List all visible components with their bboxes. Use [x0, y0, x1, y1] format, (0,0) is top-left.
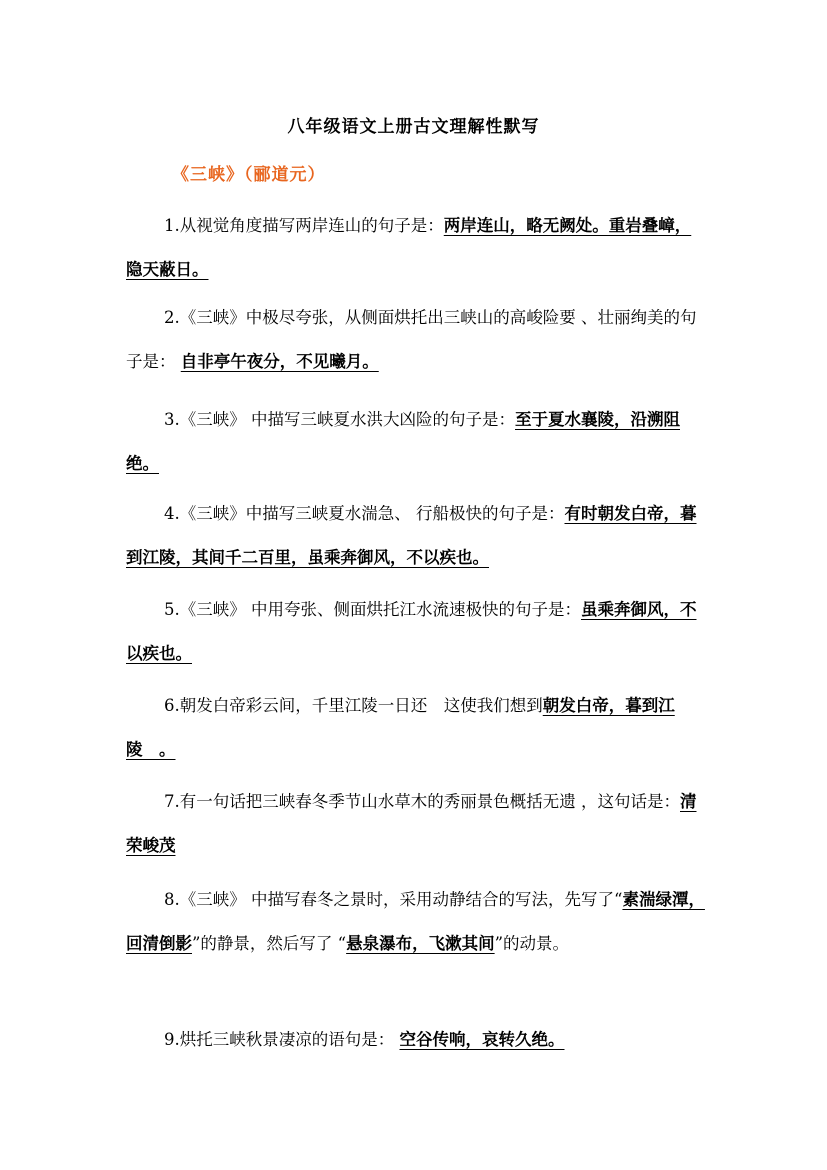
question-text: 朝发白帝彩云间，千里江陵一日还 这使我们想到	[179, 696, 543, 715]
question-text: 《三峡》 中描写春冬之景时，采用动静结合的写法，先写了“	[179, 890, 623, 909]
answer-text: 悬泉瀑布，飞漱其间	[346, 934, 495, 953]
section-heading: 《三峡》（郦道元）	[172, 165, 326, 185]
question-number: 4.	[164, 504, 180, 523]
question-7	[126, 780, 706, 868]
document-title: 八年级语文上册古文理解性默写	[287, 117, 540, 137]
question-3	[126, 398, 706, 486]
answer-text: 素湍绿潭，回清倒影	[126, 890, 705, 953]
answer-text: 有时朝发白帝，暮到江陵，其间千二百里，虽乘奔御风，不以疾也。	[126, 504, 697, 567]
question-text: 烘托三峡秋景凄凉的语句是：	[179, 1030, 400, 1049]
answer-text: 自非亭午夜分，不见曦月。	[180, 352, 379, 371]
question-number: 2.	[164, 308, 180, 327]
question-text: 《三峡》 中描写三峡夏水洪大凶险的句子是：	[179, 410, 515, 429]
answer-text: 虽乘奔御风，不以疾也。	[126, 600, 697, 663]
question-2	[126, 296, 706, 384]
question-text: ”的动景。	[494, 934, 570, 953]
question-number: 9.	[164, 1030, 180, 1049]
question-text: ”的静景，然后写了 “	[192, 934, 347, 953]
question-text: 《三峡》中描写三峡夏水湍急、 行船极快的句子是：	[179, 504, 565, 523]
question-number: 6.	[164, 696, 180, 715]
question-number: 8.	[164, 890, 180, 909]
question-text: 从视觉角度描写两岸连山的句子是：	[179, 216, 444, 235]
question-9	[126, 1018, 706, 1062]
answer-text: 清荣峻茂	[126, 792, 697, 855]
question-5	[126, 588, 706, 676]
answer-text: 空谷传响，哀转久绝。	[399, 1030, 565, 1049]
question-text: 《三峡》 中用夸张、侧面烘托江水流速极快的句子是：	[179, 600, 581, 619]
question-number: 5.	[164, 600, 180, 619]
answer-text: 朝发白帝，暮到江陵 。	[126, 696, 675, 759]
question-4	[126, 492, 706, 580]
question-number: 7.	[164, 792, 180, 811]
question-number: 3.	[164, 410, 180, 429]
answer-text: 至于夏水襄陵，沿溯阻绝。	[126, 410, 680, 473]
question-6	[126, 684, 706, 772]
question-text: 《三峡》中极尽夸张，从侧面烘托出三峡山的高峻险要 、壮丽绚美的句子是：	[126, 308, 697, 371]
question-8	[126, 878, 706, 966]
question-1	[126, 204, 706, 292]
answer-text: 两岸连山，略无阙处。重岩叠嶂，隐天蔽日。	[126, 216, 692, 279]
question-number: 1.	[164, 216, 180, 235]
question-text: 有一句话把三峡春冬季节山水草木的秀丽景色概括无遗 ，这句话是：	[179, 792, 680, 811]
